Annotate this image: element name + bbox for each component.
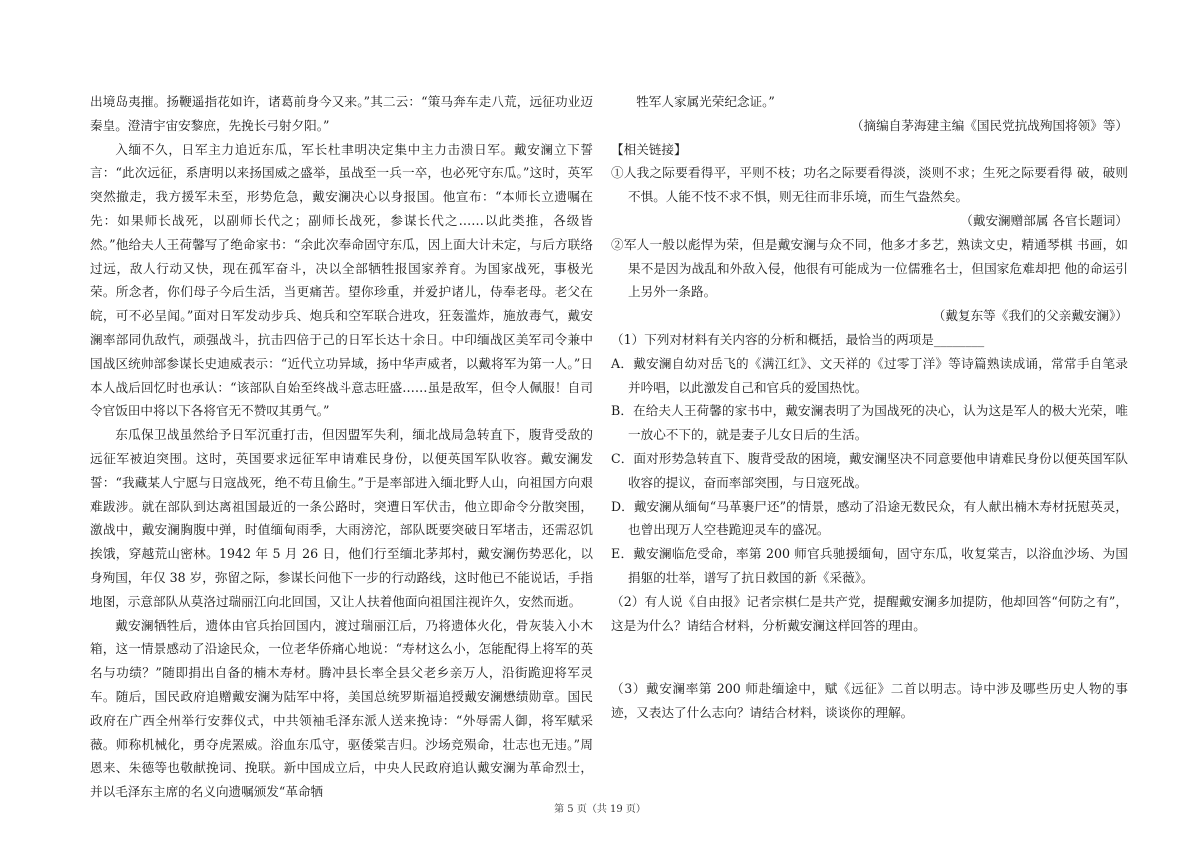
link-source-citation: （戴复东等《我们的父亲戴安澜》） [932,308,1128,324]
option-c: C．面对形势急转直下、腹背受敌的困境，戴安澜坚决不同意要他申请难民身份以便英国军队收容的提议，奋而率部突围，与日寇死战。 [611,450,1128,490]
related-link-item: ①人我之际要看得平，平则不枝；功名之际要看得淡，淡则不求；生死之际要看得 破，破则不惧。人能不忮不求不惧，则无往而非乐境，而生气盎然矣。 [611,165,1128,205]
page-footer: 第 5 页（共 19 页） [554,804,646,815]
option-b: B．在给夫人王荷馨的家书中，戴安澜表明了为国战死的决心，认为这是军人的极大光荣，唯一放心不下的，就是妻子儿女日后的生活。 [611,403,1128,443]
body-paragraph: 戴安澜牺牲后，遗体由官兵抬回国内，渡过瑞丽江后，乃将遗体火化，骨灰装入小木箱，这一情景感动了沿途民众，一位老华侨痛心地说：“寿材这么小，怎能配得上将军的英名与功绩？”随即捐出自备的楠木寿材。腾冲县长率全县父老乡亲万人，沿街跪迎将军灵车。随后，国民政府追赠戴安澜为陆军中将，美国总统罗斯福追授戴安澜懋绩勋章。国民政府在广西全州举行安葬仪式，中共领袖毛泽东派人送来挽诗：“外辱需人御，将军赋采薇。师称机械化，勇夺虎罴威。浴血东瓜守，驱倭棠吉归。沙场竞殒命，壮志也无违。”周恩来、朱德等也敬献挽词、挽联。新中国成立后，中央人民政府追认戴安澜为革命烈士，并以毛泽东主席的名义向遗嘱颁发“革命牺 [90,617,593,800]
option-a: A．戴安澜自幼对岳飞的《满江红》、文天祥的《过零丁洋》等诗篇熟读成诵，常常手自笔录并吟唱，以此激发自己和官兵的爱国热忱。 [611,355,1128,395]
option-e: E．戴安澜临危受命，率第 200 师官兵驰援缅甸，固守东瓜，收复棠吉，以浴血沙场、为国捐躯的壮举，谱写了抗日救国的新《采薇》。 [611,546,1128,585]
related-link-item: ②军人一般以彪悍为荣，但是戴安澜与众不同，他多才多艺，熟读文史，精通琴棋 书画，如果不是因为战乱和外敌入侵，他很有可能成为一位儒雅名士，但国家危难却把 他的命运引上另外一条路。 [611,236,1128,300]
related-links-header: 【相关链接】 [611,141,687,157]
link-source-citation: （戴安澜赠部属 各官长题词） [960,212,1128,228]
body-paragraph: 入缅不久，日军主力追近东瓜，军长杜聿明决定集中主力击溃日军。戴安澜立下誓言：“此次远征，系唐明以来扬国威之盛举，虽战至一兵一卒，也必死守东瓜。”这时，英军突然撤走，我方援军未至，形势危急，戴安澜决心以身报国。他宣布：“本师长立遗嘱在先：如果师长战死，以副师长代之；副师长战死，参谋长代之……以此类推，各级皆然。”他给夫人王荷馨写了绝命家书：“余此次奉命固守东瓜，因上面大计未定，与后方联络过远，敌人行动又快，现在孤军奋斗，决以全部牺牲报国家养育。为国家战死，事极光荣。所念者，你们母子今后生活，当更痛苦。望你珍重，并爱护诸儿，侍奉老母。老父在皖，可不必呈闻。”面对日军发动步兵、炮兵和空军联合进攻，狂轰滥炸，施放毒气，戴安澜率部同仇敌忾，顽强战斗，抗击四倍于己的日军长达十余日。中印缅战区美军司令兼中国战区统帅部参谋长史迪威表示：“近代立功异域，扬中华声威者，以戴将军为第一人。”日本人战后回忆时也承认：“该部队自始至终战斗意志旺盛……虽是敌军，但令人佩服！自司令官饭田中将以下各将官无不赞叹其勇气。” [90,141,593,419]
option-d: D．戴安澜从缅甸“马革裹尸还”的情景，感动了沿途无数民众，有人献出楠木寿材抚慰英灵，也曾出现万人空巷跪迎灵车的盛况。 [611,498,1128,538]
question-1: （1）下列对材料有关内容的分析和概括，最恰当的两项是________ [611,331,985,347]
right-column [611,90,1128,725]
poem-paragraph: 出境岛夷摧。扬鞭遥指花如许，诸葛前身今又来。”其二云：“策马奔车走八荒，远征功业迈秦皇。澄清宇宙安黎庶，先挽长弓射夕阳。” [90,94,593,133]
body-paragraph: 东瓜保卫战虽然给予日军沉重打击，但因盟军失利，缅北战局急转直下，腹背受敌的远征军被迫突围。这时，英国要求远征军申请难民身份，以便英国军队收容。戴安澜发誓：“我藏某人宁愿与日寇战死，绝不苟且偷生。”于是率部进入缅北野人山，向祖国方向艰难跋涉。就在部队到达离祖国最近的一条公路时，突遭日军伏击，他立即命令分散突围，激战中，戴安澜胸腹中弹，时值缅甸雨季，大雨滂沱，部队既要突破日军堵击，还需忍饥挨饿，穿越荒山密林。1942 年 5 月 26 日，他们行至缅北茅邦村，戴安澜伤势恶化，以身殉国，年仅 38 岁，弥留之际，参谋长问他下一步的行动路线，这时他已不能说话，手指地图，示意部队从莫洛过瑞丽江向北回国，又让人扶着他面向祖国注视许久，安然而逝。 [90,427,593,609]
question-2: （2）有人说《自由报》记者宗棋仁是共产党，提醒戴安澜多加提防，他却回答“何防之有”，这是为什么？请结合材料，分析戴安澜这样回答的理由。 [611,593,1128,633]
source-citation: （摘编自茅海建主编《国民党抗战殉国将领》等） [850,117,1128,133]
question-3: （3）戴安澜率第 200 师赴缅途中，赋《远征》二首以明志。诗中涉及哪些历史人物的事迹，又表达了什么志向？请结合材料，谈谈你的理解。 [611,681,1128,721]
left-column [90,90,593,804]
continuation-text: 牲军人家属光荣纪念证。” [636,94,775,109]
